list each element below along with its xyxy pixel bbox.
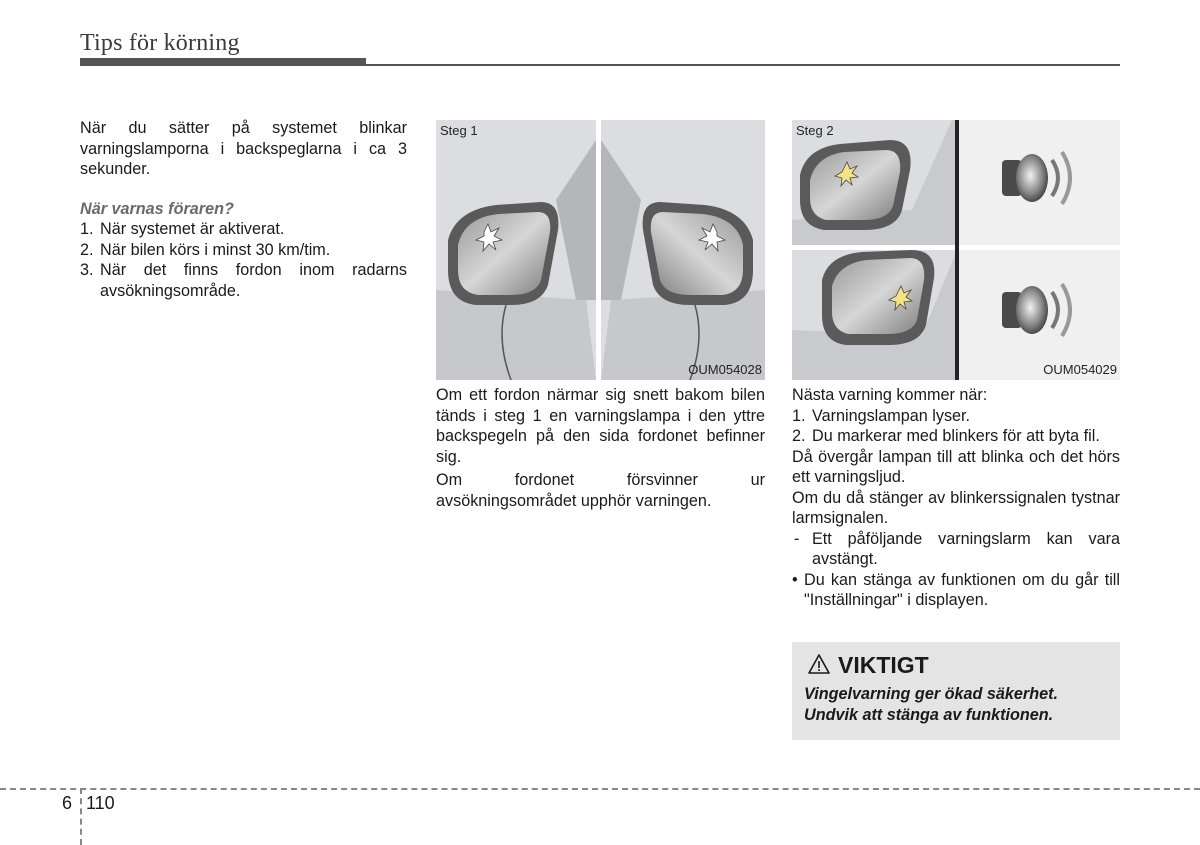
warning-title: VIKTIGT — [838, 652, 929, 678]
warning-text: Vingelvarning ger ökad säkerhet. Undvik att stänga av funktionen. — [804, 685, 1058, 724]
figure-step-label: Steg 2 — [796, 123, 834, 138]
header-rule-thick — [80, 58, 366, 66]
figure-step2 — [792, 120, 1120, 380]
footer-rule — [0, 788, 1200, 790]
header-rule-thin — [366, 64, 1120, 66]
list-item: 2. När bilen körs i minst 30 km/tim. — [80, 240, 331, 259]
figure-step1 — [436, 120, 765, 380]
notes-list — [792, 529, 1120, 611]
left-column — [80, 118, 407, 301]
right-paragraph-1: Då övergår lampan till att blinka och det hörs ett varningsljud. — [792, 447, 1120, 486]
list-item: • Du kan stänga av funktionen om du går till "Inställningar" i displayen. — [792, 570, 1120, 609]
chapter-number: 6 — [62, 793, 73, 813]
condition-list — [80, 219, 407, 301]
middle-paragraph-2-line1: Om fordonet försvinner ur — [436, 471, 765, 489]
right-intro: Nästa varning kommer när: — [792, 386, 988, 404]
figure-code: OUM054028 — [688, 362, 762, 377]
section-subheading: När varnas föraren? — [80, 199, 234, 218]
right-paragraph-2: Om du då stänger av blinkerssignalen tystnar larmsignalen. — [792, 488, 1120, 527]
right-column — [792, 385, 1120, 611]
list-item: 1. Varningslampan lyser. — [792, 406, 971, 425]
intro-paragraph: När du sätter på systemet blinkar varningslamporna i backspeglarna i ca 3 sekunder. — [80, 119, 407, 178]
list-item: 3. När det finns fordon inom radarns avsökningsområde. — [80, 261, 407, 300]
warning-box — [792, 642, 1120, 740]
middle-paragraph-1: Om ett fordon närmar sig snett bakom bilen tänds i steg 1 en varningslampa i den yttre backspegeln på den sida fordonet befinner sig. — [436, 386, 765, 466]
figure-step-label: Steg 1 — [440, 123, 478, 138]
page-title: Tips för körning — [80, 30, 240, 56]
footer-divider — [80, 788, 82, 845]
mirror-illustration-step2 — [792, 120, 1120, 380]
middle-paragraph-2-line2: avsökningsområdet upphör varningen. — [436, 491, 712, 510]
figure-code: OUM054029 — [1043, 362, 1117, 377]
mirror-illustration-step1 — [436, 120, 765, 380]
warning-triangle-icon — [808, 654, 830, 674]
list-item: - Ett påföljande varningslarm kan vara avstängt. — [794, 529, 1120, 568]
trigger-list — [792, 406, 1120, 447]
list-item: 2. Du markerar med blinkers för att byta fil. — [792, 427, 1100, 445]
list-item: 1. När systemet är aktiverat. — [80, 220, 285, 238]
middle-column — [436, 385, 765, 511]
page-number: 110 — [86, 793, 115, 813]
